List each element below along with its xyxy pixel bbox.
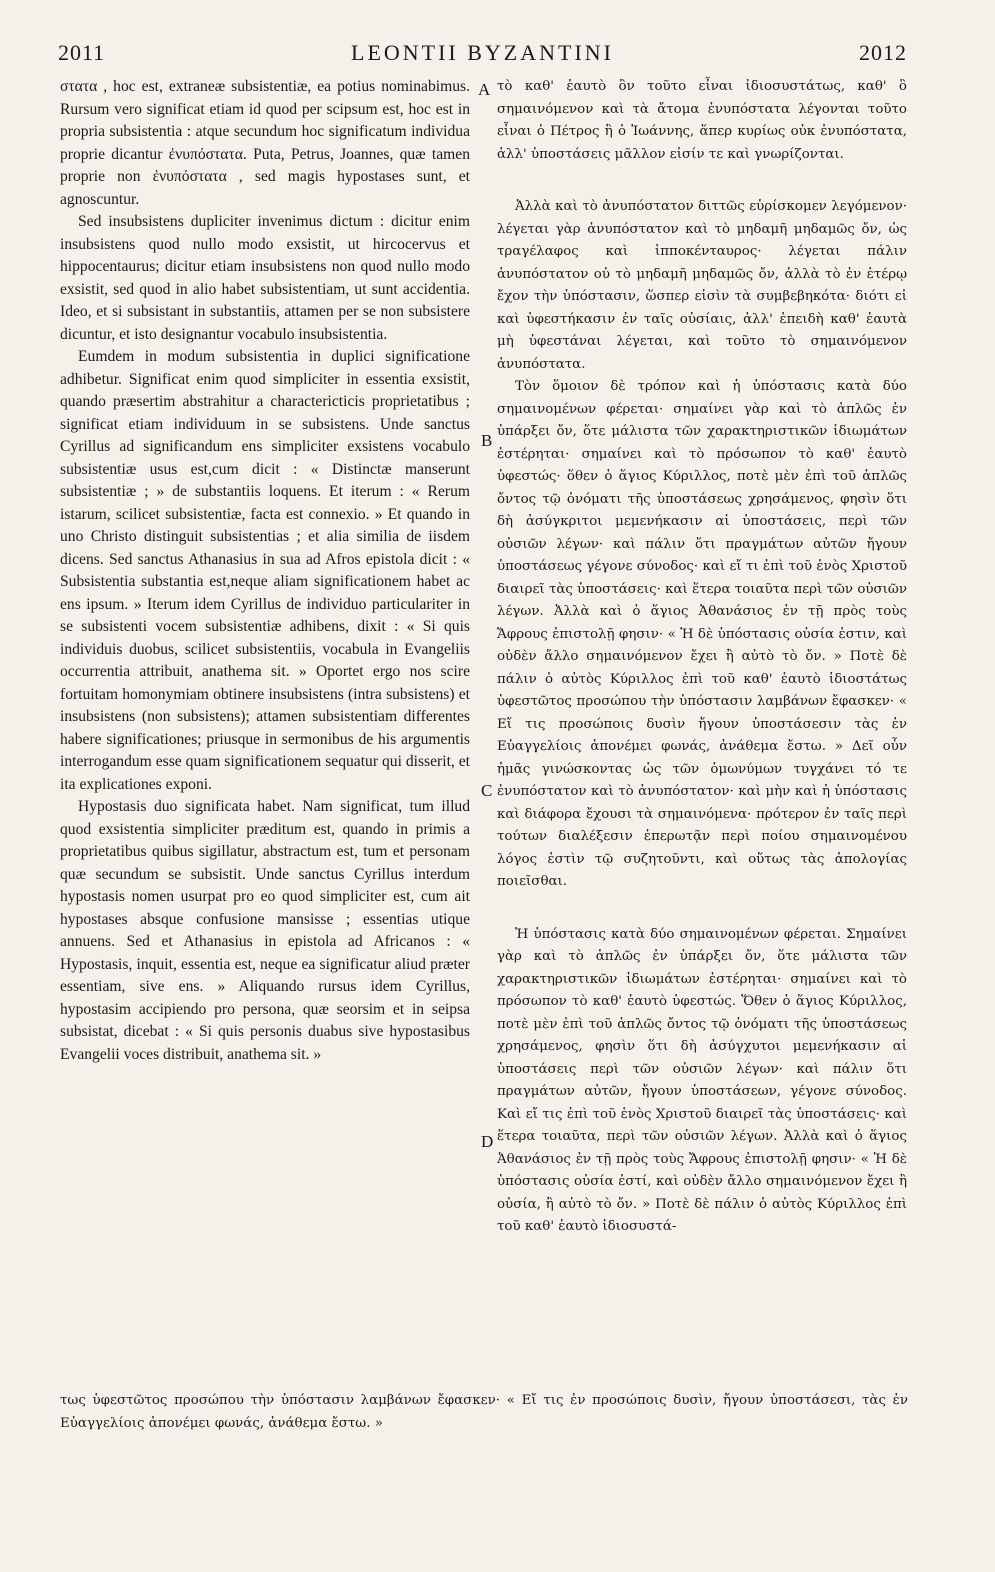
latin-paragraph: Sed insubsistens dupliciter invenimus dictum : dicitur enim insubsistens quod nullo modo exsistit, ut hircocervus et hippocentaurus; dicitur etiam insubsistens non quod nullo modo exsistit, sed quod in alio habet subsistentiam, ut sunt accidentia. Ideo, et si subsistant in substantiis, attamen per se non subsistere dicuntur, et isto designantur vocabulo insubsistentia. — [60, 213, 470, 343]
greek-paragraph: Τὸν ὅμοιον δὲ τρόπον καὶ ἡ ὑπόστασις κατὰ δύο σημαινομένων φέρεται· σημαίνει γὰρ καὶ τὸ ἁπλῶς ἐν ὑπάρξει ὄν, ὅτε μάλιστα τῶν χαρακτηριστικῶν ἰδιωμάτων ἐστέρηται· σημαίνει καὶ τὸ πρόσωπον τὸ καθ' ἑαυτὸ ὑφεστώς· ὅθεν ὁ ἅγιος Κύριλλος, ποτὲ μὲν ἐπὶ τοῦ ἁπλῶς ὄντος τῷ ὀνόματι τῆς ὑποστάσεως χρησάμενος, φησὶν ὅτι δὴ ἀσύγκριτοι μεμενήκασιν αἱ ὑποστάσεις, περὶ τῶν οὐσιῶν λέγων· καὶ πάλιν ὅτι πραγμάτων αὐτῶν ἤγουν ὑποστάσεως γέγονε σύνοδος· καὶ εἴ τι ἐπὶ τοῦ ἑνὸς Χριστοῦ διαιρεῖ τὰς ὑποστάσεις· καὶ ἕτερα τοιαῦτα περὶ τῶν οὐσιῶν λέγων. Ἀλλὰ καὶ ὁ ἅγιος Ἀθανάσιος ἐν τῇ πρὸς τοὺς Ἄφρους ἐπιστολῇ φησιν· « Ἡ δὲ ὑπόστασις οὐσία ἐστιν, καὶ οὐδὲν ἄλλο σημαινόμενον ἔχει ἢ αὐτὸ τὸ ὄν. » Ποτὲ δὲ πάλιν ὁ αὐτὸς Κύριλλος ἐπὶ τοῦ καθ' ἑαυτὸ ἰδιοστάτως ὑφεστῶτος προσώπου τὴν ὑπόστασιν λαμβάνων ἔφασκεν· « Εἴ τις προσώποις δυσὶν ἤγουν ὑποστάσεσιν τὰς ἐν Εὐαγγελίοις ἀπονέμει φωνάς, ἀνάθεμα ἔστω. » Δεῖ οὖν ἡμᾶς γινώσκοντας ὡς τῶν ὁμωνύμων τυγχάνει τό τε ἐνυπόστατον καὶ τὸ ἀνυπόστατον· καὶ μὴν καὶ ἡ ὑπόστασις καὶ διάφορα ἔχουσι τὰ σημαινόμενα· πρότερον ἐν ταῖς περὶ τούτων διαλέξεσιν ἐπερωτᾷν περὶ ποίου σημαινομένου λόγος ἐστὶν τῷ συζητοῦντι, καὶ οὕτως τὰς ἀπολογίας ποιεῖσθαι. — [497, 379, 907, 889]
latin-paragraph: στατα , hoc est, extraneæ subsistentiæ, ea potius nominabimus. Rursum vero significat etiam id quod per scipsum est, hoc est in propria subsistentia : atque secundum hoc significatum individua proprie dicantur ἐνυπόστατα. Puta, Petrus, Joannes, quæ tamen proprie non ἐνυπόστατα , sed magis hypostases sunt, et agnoscuntur. — [60, 78, 470, 208]
page-number-left: 2011 — [58, 40, 106, 65]
latin-column — [60, 76, 470, 1066]
latin-paragraph: Hypostasis duo significata habet. Nam significat, tum illud quod exsistentia simpliciter præditum est, quando in primis a proprietatibus quibus sigillatur, abstractum est, tum et personam quæ secundum se subsistit. Unde sanctus Cyrillus interdum hypostasis nomen usurpat pro eo quod simpliciter est, cum ait hypostases absque confusione mansisse ; essentias utique annuens. Sed et Athanasius in epistola ad Africanos : « Hypostasis, inquit, essentia est, neque ea significatur aliud præter essentiam, sive ens. » Aliquando rursus idem Cyrillus, hypostasim accipiendo pro persona, quæ seorsim et in seipsa subsistat, dicebat : « Si quis personis duabus sive hypostasibus Evangelii voces distribuit, anathema sit. » — [60, 798, 470, 1063]
page-number-right: 2012 — [859, 40, 907, 65]
greek-paragraph: Ἡ ὑπόστασις κατὰ δύο σημαινομένων φέρεται. Σημαίνει γὰρ καὶ τὸ ἁπλῶς ἐν ὑπάρξει ὄν, ὅτε μάλιστα τῶν χαρακτηριστικῶν ἰδιωμάτων ἐστέρηται· σημαίνει καὶ τὸ πρόσωπον τὸ καθ' ἑαυτὸ ὑφεστώς. Ὅθεν ὁ ἅγιος Κύριλλος, ποτὲ μὲν ἐπὶ τοῦ ἁπλῶς ὄντος τῷ ὀνόματι τῆς ὑποστάσεως χρησάμενος, φησὶν ὅτι δὴ ἀσύγχυτοι μεμενήκασιν αἱ ὑποστάσεις περὶ τῶν οὐσιῶν λέγων· καὶ πάλιν ὅτι πραγμάτων αὐτῶν, ἤγουν ὑποστάσεων, γέγονε σύνοδος. Καὶ εἴ τις ἐπὶ τοῦ ἑνὸς Χριστοῦ διαιρεῖ τὰς ὑποστάσεις· καὶ ἕτερα τοιαῦτα, περὶ τῶν οὐσιῶν λέγων. Ἀλλὰ καὶ ὁ ἅγιος Ἀθανάσιος ἐν τῇ πρὸς τοὺς Ἄφρους ἐπιστολῇ φησιν· « Ἡ δὲ ὑπόστασις οὐσία ἐστί, καὶ οὐδὲν ἄλλο σημαινόμενον ἔχει ἢ οὐσία, ἢ αὐτὸ τὸ ὄν. » Ποτὲ δὲ πάλιν ὁ αὐτὸς Κύριλλος ἐπὶ τοῦ καθ' ἑαυτὸ ἰδιοσυστά- — [497, 926, 907, 1234]
section-marker-c: C — [481, 781, 493, 800]
greek-paragraph: Ἀλλὰ καὶ τὸ ἀνυπόστατον διττῶς εὑρίσκομεν λεγόμενον· λέγεται γὰρ ἀνυπόστατον καὶ τὸ μηδαμῆ μηδαμῶς ὄν, ὡς τραγέλαφος καὶ ἱπποκένταυρος· λέγεται πάλιν ἀνυπόστατον οὐ τὸ μηδαμῆ μηδαμῶς ὄν, ἀλλὰ τὸ ἐν ἑτέρῳ ἔχον τὴν ὑπόστασιν, ὥσπερ εἰσὶν τὰ συμβεβηκότα· διότι εἰ καὶ ὑφεστήκασιν ἐν ταῖς οὐσίαις, ἀλλ' ἐπειδὴ καθ' ἑαυτὰ μὴ ὑφεστάναι λέγεται, καὶ τοῦτο τὸ σημαινόμενον ἀνυπόστατα. — [497, 199, 907, 372]
latin-paragraph: Eumdem in modum subsistentia in duplici significatione adhibetur. Significat enim quod simpliciter in essentia exsistit, quando præsertim abstrahitur a charactericticis proprietatibus ; significat etiam individuum in se subsistens. Unde sanctus Cyrillus ad significandum ens simpliciter exsistens vocabulo subsistentiæ usus est,cum dicit : « Distinctæ manserunt subsistentiæ ; » de substantiis loquens. Et iterum : « Rerum istarum, scilicet subsistentiæ, facta est connexio. » Et quando in uno Christo distinguit subsistentias ; et alia similia de iisdem dicens. Sed sanctus Athanasius in sua ad Afros epistola dicit : « Subsistentia substantia est,neque aliam significationem habet ac ens ipsum. » Iterum idem Cyrillus de individuo particulariter in se subsistenti vocem subsistentiæ adhibens, dixit : « Si quis individuis duobus, scilicet subsistentiis, vocabula in Evangeliis occurrentia attribuit, anathema sit. » Oportet ergo nos scire fortuitam homonymiam obtinere insubsistens (intra subsistens) et insubsistens (non subsistens); attamen subsistentiam differentes habere significationes; priusque in sermonibus de his argumentis interrogandum esse quam significationem sequatur qui disserit, et ita explicationes exponi. — [60, 348, 470, 793]
running-title: LEONTII BYZANTINI — [351, 40, 614, 65]
running-header — [58, 40, 907, 74]
section-marker-d: D — [481, 1132, 494, 1151]
greek-column — [497, 76, 907, 1239]
section-marker-a: A — [478, 80, 491, 99]
greek-continuation: τως ὑφεστῶτος προσώπου τὴν ὑπόστασιν λαμβάνων ἔφασκεν· « Εἴ τις ἐν προσώποις δυσὶν, ἤγουν ὑποστάσεσι, τὰς ἐν Εὐαγγελίοις ἀπονέμει φωνάς, ἀνάθεμα ἔστω. » — [60, 1393, 908, 1431]
section-marker-b: B — [481, 431, 493, 450]
greek-paragraph: τὸ καθ' ἑαυτὸ ὂν τοῦτο εἶναι ἰδιοσυστάτως, καθ' ὃ σημαινόμενον καὶ τὰ ἄτομα ἐνυπόστατα λέγονται τοῦτο εἶναι ὁ Πέτρος ἢ ὁ Ἰωάννης, ἅπερ κυρίως οὐκ ἐνυπόστατα, ἀλλ' ὑποστάσεις μᾶλλον εἰσίν τε καὶ γνωρίζονται. — [497, 79, 907, 162]
